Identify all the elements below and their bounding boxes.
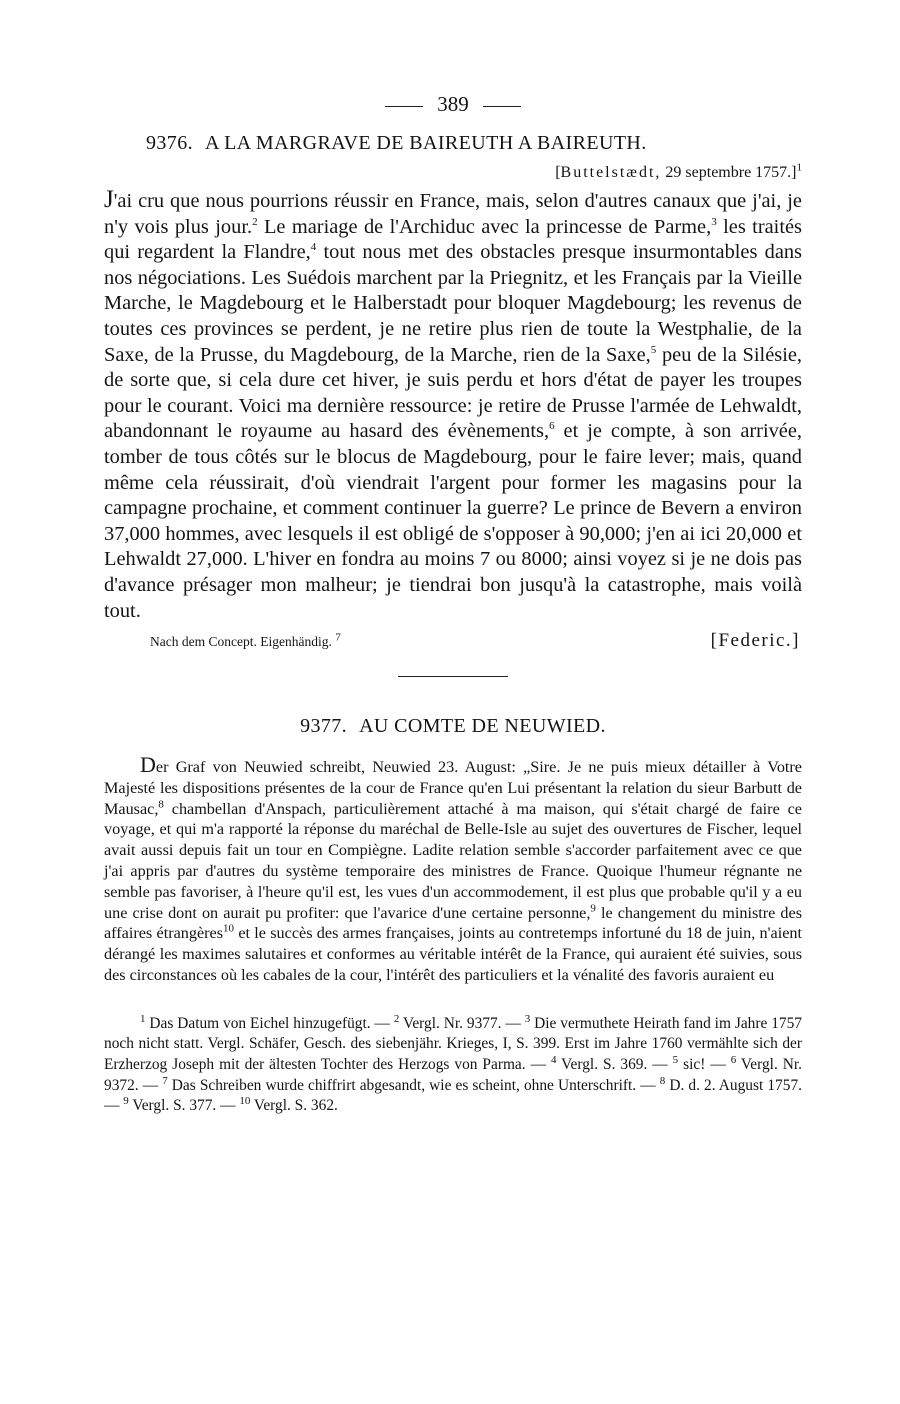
footnote-ref: 8	[158, 798, 164, 811]
date-place: Buttelstædt,	[560, 164, 662, 181]
drop-cap: J	[104, 186, 114, 213]
footnote-text: Vergl. S. 362.	[250, 1097, 338, 1115]
body-text-1: 'ai cru que nous pourrions réussir en France, mais, selon d'autres canaux que j'ai, je n'y vois plus jour.	[104, 190, 802, 238]
source-note-text: Nach dem Concept. Eigenhändig.	[150, 634, 332, 650]
summary-text-2: chambellan d'Anspach, particulièrement attaché à ma maison, qui s'était chargé de faire ce voyage, et qui m'a rapporté la réponse du maréchal de Belle-Isle au sujet des ouvertures de Fischer, lequel avait aussi depuis fait un tour en Compiègne. Ladite relation semble s'accorder parfaitement avec ce que j'ai appris par d'autres du système temporaire des ministres de France. Quoique l'humeur régnante ne semble pas favoriser, à l'heure qu'il est, les vues d'un accommodement, il est plus que probable qu'il y a eu une crise dont on aurait pu profiter: que l'avarice d'une certaine personne,	[104, 799, 802, 922]
source-note	[150, 631, 341, 650]
footnote-text: Vergl. S. 369. —	[556, 1056, 673, 1074]
footnote-text: Das Schreiben wurde chiffrirt abgesandt, wie es scheint, ohne Unterschrift. —	[167, 1076, 660, 1094]
letter-body	[104, 187, 802, 624]
body-text-4: tout nous met des obstacles presque insurmontables dans nos négociations. Les Suédois marchent par la Priegnitz, et les Français par la Vieille Marche, le Magdebourg et le Halberstadt pour bloquer Magdebourg; les revenus de toutes ces provinces se perdent, je ne retire plus rien de toute la Westphalie, de la Saxe, de la Prusse, du Magdebourg, de la Marche, rien de la Saxe,	[104, 241, 802, 366]
page-number-text: 389	[437, 92, 469, 116]
footnote-text: Das Datum von Eichel hinzugefügt. —	[145, 1014, 394, 1032]
footnotes	[104, 1014, 802, 1117]
page-number-dash-left	[385, 106, 423, 107]
footnote-ref: 7	[335, 631, 341, 644]
footnote-text: D. d. 2. August 1757. —	[104, 1076, 802, 1115]
summary-paragraph	[104, 752, 802, 986]
letter-heading	[146, 130, 802, 156]
section-divider	[398, 676, 508, 677]
summary-text-3: le changement du ministre des affaires étrangères	[104, 903, 802, 943]
body-text-3: les traités qui regardent la Flandre,	[104, 215, 802, 264]
signature-text: Federic.	[718, 630, 793, 652]
footnote-ref: 3	[711, 215, 717, 228]
footnote-number: 9	[123, 1095, 129, 1108]
summary-text-4: et le succès des armes françaises, joints au contretemps infortuné du 18 de juin, n'aient dérangé les maximes salutaires et conformes au véritable intérêt de la France, qui auraient été suivies, sous des circonstances où les cabales de la cour, l'intérêt des particuliers et la vénalité des favoris auraient eu	[104, 924, 802, 985]
footnote-ref: 6	[549, 420, 555, 433]
drop-cap: D	[140, 752, 156, 778]
summary-text-1: er Graf von Neuwied schreibt, Neuwied 23. August: „Sire. Je ne puis mieux détailler à Votre Majesté les dispositions présentes de la cour de France qu'en Lui présentant la relation du sieur Barbutt de Mausac,	[104, 758, 802, 818]
footnote-number: 6	[730, 1053, 737, 1066]
footnote-ref: 5	[650, 343, 657, 356]
footnote-number: 1	[140, 1012, 146, 1025]
section-title: AU COMTE DE NEUWIED.	[359, 715, 606, 738]
footnote-ref: 4	[310, 241, 317, 254]
footnote-ref: 2	[252, 215, 258, 228]
footnote-number: 3	[524, 1012, 531, 1025]
section-heading	[104, 713, 802, 739]
footnote-text: Vergl. Nr. 9372. —	[104, 1056, 802, 1094]
page-number	[104, 86, 802, 122]
body-text-5: peu de la Silésie, de sorte que, si cela dure cet hiver, je suis perdu et hors d'état de payer les troupes pour le courant. Voici ma dernière ressource: je retire de Prusse l'armée de Lehwaldt, abandonnant le royaume au hasard des évènements,	[104, 343, 803, 443]
body-text-2: Le mariage de l'Archiduc avec la princesse de Parme,	[257, 215, 712, 238]
footnote-text: Die vermuthete Heirath fand im Jahre 1757 noch nicht statt. Vergl. Schäfer, Gesch. des siebenjähr. Krieges, I, S. 399. Erst im Jahre 1760 vermählte sich der Erzherzog Joseph mit der ältesten Tochter des Herzogs von Parma. —	[104, 1014, 802, 1074]
section-number: 9377.	[300, 715, 348, 738]
page	[104, 86, 802, 1117]
dateline: [Buttelstædt, 29 septembre 1757.]$^1$	[555, 161, 802, 181]
footnote-number: 5	[672, 1053, 679, 1066]
footnote-text: Vergl. Nr. 9377. —	[399, 1014, 525, 1032]
letter-title: A LA MARGRAVE DE BAIREUTH A BAIREUTH.	[205, 132, 647, 154]
footnote-ref: 10	[223, 923, 235, 936]
footnote-ref: 9	[590, 902, 596, 915]
footnote-number: 10	[239, 1095, 251, 1108]
footnote-text: Vergl. S. 377. —	[128, 1097, 240, 1115]
date-text: 29 septembre 1757.	[665, 164, 792, 181]
footnote-number: 4	[550, 1053, 557, 1066]
body-text-6: et je compte, à son arrivée, tomber de tous côtés sur le blocus de Magdebourg, pour le faire lever; mais, quand même cela réussirait, d'où viendrait l'argent pour former les magasins pour la campagne prochaine, et comment continuer la guerre? Le prince de Bevern a environ 37,000 hommes, avec lesquels il est obligé de s'opposer à 90,000; j'en ai ici 20,000 et Lehwaldt 27,000. L'hiver en fondra au moins 7 ou 8000; ainsi voyez si je ne dois pas d'avance présager mon malheur; je tiendrai bon jusqu'à la catastrophe, mais voilà tout.	[104, 420, 803, 622]
signature-line	[150, 630, 802, 652]
signature: [Federic.]	[710, 630, 800, 652]
footnote-text: sic! —	[678, 1056, 731, 1074]
footnote-number: 7	[162, 1074, 168, 1087]
footnote-ref: 1	[796, 161, 802, 174]
footnote-number: 8	[659, 1074, 666, 1087]
letter-number: 9376.	[146, 132, 193, 154]
page-number-dash-right	[483, 106, 521, 107]
footnote-number: 2	[393, 1012, 400, 1025]
